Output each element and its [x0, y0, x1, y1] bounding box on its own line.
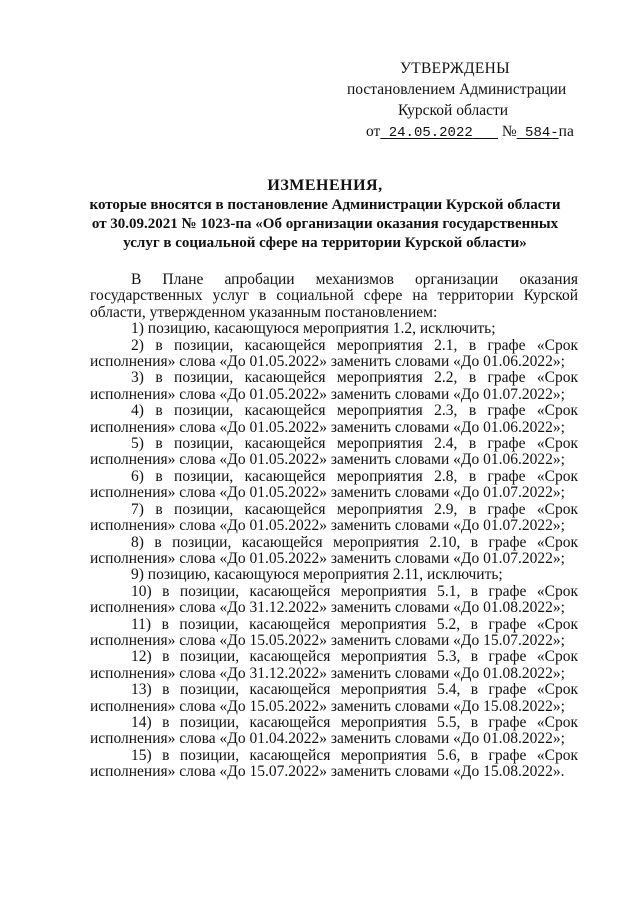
- amendment-item: 5) в позиции, касающейся мероприятия 2.4, в графе «Срок исполнения» слова «До 01.05.2022» заменить словами «До 01.06.2022»;: [90, 435, 578, 469]
- approval-region: Курской области: [398, 102, 509, 119]
- approval-block: [340, 58, 610, 144]
- intro-paragraph: В Плане апробации механизмов организации оказания государственных услуг в социальной сфере на территории Курской области, утвержденном указанным постановлением:: [90, 271, 578, 321]
- approval-date: [380, 125, 498, 141]
- document-body: [90, 272, 578, 781]
- document-title: [80, 176, 570, 253]
- title-heading: ИЗМЕНЕНИЯ,: [267, 177, 383, 194]
- amendment-item: 14) в позиции, касающейся мероприятия 5.5, в графе «Срок исполнения» слова «До 01.04.2022» заменить словами «До 01.08.2022»;: [90, 713, 578, 748]
- amendment-item: 10) в позиции, касающейся мероприятия 5.1, в графе «Срок исполнения» слова «До 31.12.2022» заменить словами «До 01.08.2022»;: [90, 582, 578, 617]
- amendment-item: 9) позицию, касающуюся мероприятия 2.11, исключить;: [131, 566, 503, 584]
- amendment-item: 15) в позиции, касающейся мероприятия 5.6, в графе «Срок исполнения» слова «До 15.07.2022» заменить словами «До 15.08.2022».: [90, 746, 578, 781]
- title-line-1: которые вносятся в постановление Администрации Курской области: [89, 197, 561, 213]
- amendment-item: 13) в позиции, касающейся мероприятия 5.4, в графе «Срок исполнения» слова «До 15.05.2022» заменить словами «До 15.08.2022»;: [90, 681, 578, 715]
- number-prefix: №: [501, 123, 517, 140]
- approval-number: 584-: [525, 125, 559, 141]
- approval-heading: УТВЕРЖДЕНЫ: [400, 60, 510, 77]
- amendment-item: 4) в позиции, касающейся мероприятия 2.3, в графе «Срок исполнения» слова «До 01.05.2022» заменить словами «До 01.06.2022»;: [90, 402, 578, 436]
- amendment-item: 1) позицию, касающуюся мероприятия 1.2, исключить;: [131, 320, 496, 338]
- amendment-item: 3) в позиции, касающейся мероприятия 2.2, в графе «Срок исполнения» слова «До 01.05.2022» заменить словами «До 01.07.2022»;: [90, 369, 578, 403]
- approval-authority: постановлением Администрации: [347, 81, 567, 98]
- amendment-item: 7) в позиции, касающейся мероприятия 2.9, в графе «Срок исполнения» слова «До 01.05.2022» заменить словами «До 01.07.2022»;: [90, 500, 578, 535]
- approval-number-value: 584: [525, 125, 551, 141]
- approval-date-value: 24.05.2022: [388, 125, 473, 141]
- title-line-3: услуг в социальной сфере на территории Курской области»: [123, 235, 527, 251]
- number-suffix-text: па: [558, 123, 574, 140]
- amendment-item: 6) в позиции, касающейся мероприятия 2.8, в графе «Срок исполнения» слова «До 01.05.2022» заменить словами «До 01.07.2022»;: [90, 467, 578, 502]
- date-prefix: от: [366, 123, 381, 140]
- amendment-item: 11) в позиции, касающейся мероприятия 5.2, в графе «Срок исполнения» слова «До 15.05.2022» заменить словами «До 15.07.2022»;: [90, 615, 578, 649]
- approval-date-number: [340, 121, 610, 144]
- amendment-item: 8) в позиции, касающейся мероприятия 2.10, в графе «Срок исполнения» слова «До 01.05.2022» заменить словами «До 01.07.2022»;: [90, 533, 578, 567]
- title-line-2: от 30.09.2021 № 1023-па «Об организации оказания государственных: [91, 216, 559, 232]
- amendment-item: 12) в позиции, касающейся мероприятия 5.3, в графе «Срок исполнения» слова «До 31.12.2022» заменить словами «До 01.08.2022»;: [90, 648, 578, 682]
- amendment-list: [90, 321, 578, 780]
- amendment-item: 2) в позиции, касающейся мероприятия 2.1, в графе «Срок исполнения» слова «До 01.05.2022» заменить словами «До 01.06.2022»;: [90, 336, 578, 371]
